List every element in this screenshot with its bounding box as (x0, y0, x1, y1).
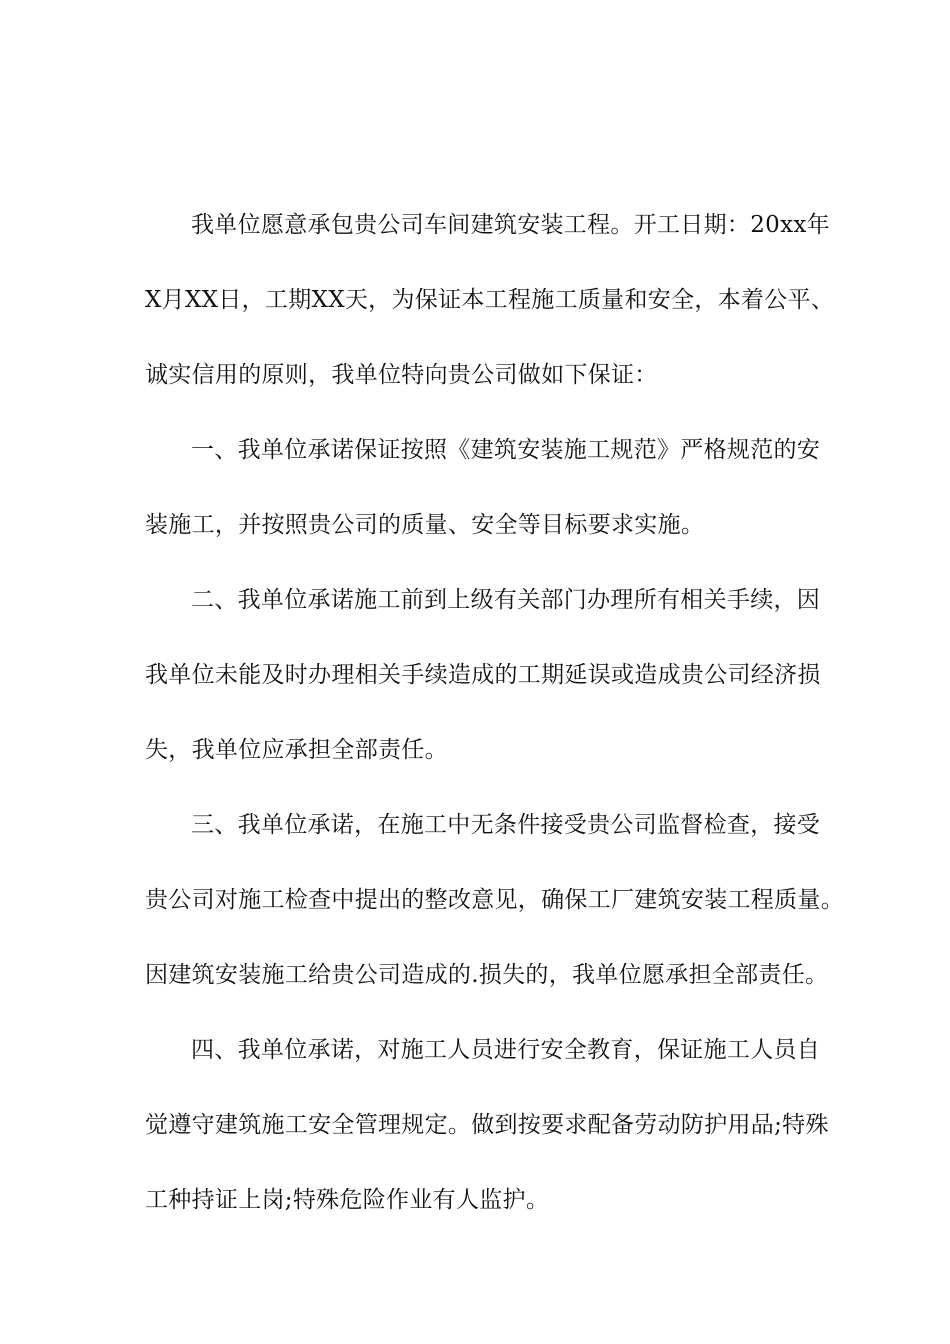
paragraph-item-1-line-2: 装施工，并按照贵公司的质量、安全等目标要求实施。 (145, 512, 705, 538)
paragraph-item-3-line-2: 贵公司对施工检查中提出的整改意见，确保工厂建筑安装工程质量。 (145, 887, 844, 913)
paragraph-intro-line-2: X月XX日，工期XX天，为保证本工程施工质量和安全，本着公平、 (145, 287, 835, 313)
paragraph-item-2-line-1: 二、我单位承诺施工前到上级有关部门办理所有相关手续，因 (191, 587, 821, 613)
paragraph-item-1-line-1: 一、我单位承诺保证按照《建筑安装施工规范》严格规范的安 (191, 437, 821, 463)
paragraph-item-3-line-3: 因建筑安装施工给贵公司造成的.损失的，我单位愿承担全部责任。 (145, 962, 829, 988)
paragraph-item-4-line-2: 觉遵守建筑施工安全管理规定。做到按要求配备劳动防护用品;特殊 (145, 1112, 829, 1138)
paragraph-intro-line-3: 诚实信用的原则，我单位特向贵公司做如下保证： (145, 362, 658, 388)
paragraph-item-3-line-1: 三、我单位承诺，在施工中无条件接受贵公司监督检查，接受 (191, 812, 821, 838)
paragraph-item-4-line-1: 四、我单位承诺，对施工人员进行安全教育，保证施工人员自 (191, 1037, 821, 1063)
paragraph-item-4-line-3: 工种持证上岗;特殊危险作业有人监护。 (145, 1187, 550, 1213)
paragraph-item-2-line-2: 我单位未能及时办理相关手续造成的工期延误或造成贵公司经济损 (145, 662, 821, 688)
paragraph-intro-line-1: 我单位愿意承包贵公司车间建筑安装工程。开工日期：20xx年 (191, 212, 830, 238)
paragraph-item-2-line-3: 失，我单位应承担全部责任。 (145, 737, 448, 763)
